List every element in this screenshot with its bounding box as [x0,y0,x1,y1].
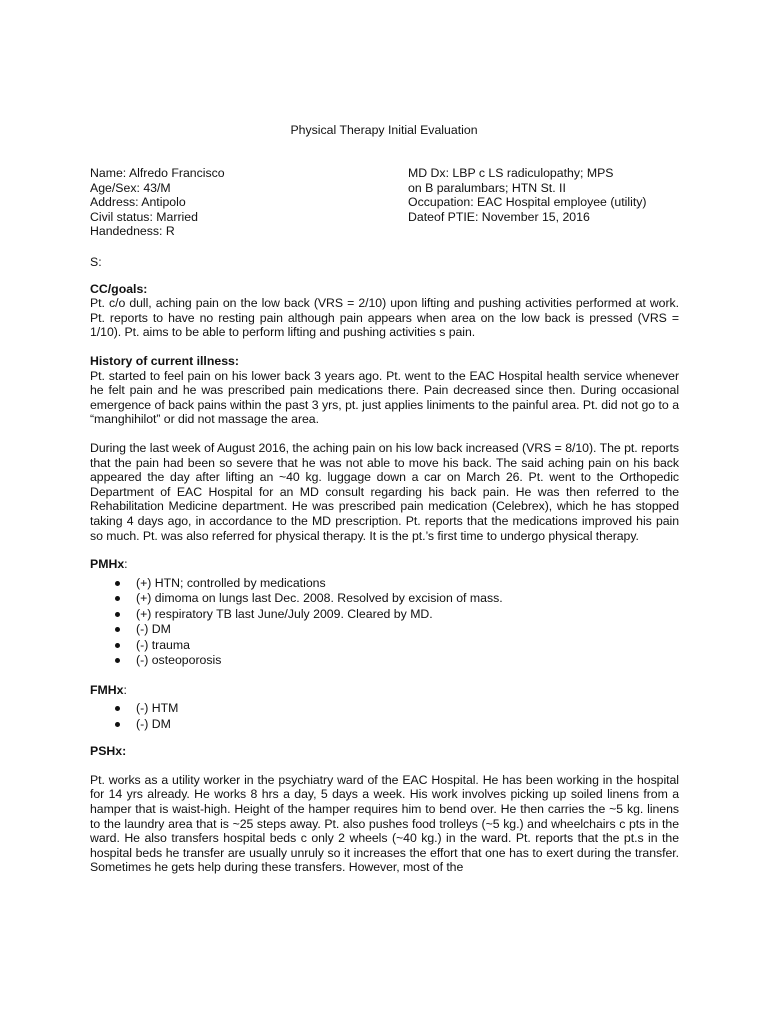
cc-goals-heading: CC/goals: [90,281,148,296]
patient-address: Address: Antipolo [90,195,186,210]
history-heading: History of current illness: [90,353,239,368]
bullet-icon [115,658,120,663]
cc-goals-text: Pt. c/o dull, aching pain on the low back (VRS = 2/10) upon lifting and pushing activities performed at work. Pt. reports to have no resting pain although pain appears when area on the low back is pressed (VRS = 1/10). Pt. aims to be able to perform lifting and pushing activities s pain. [90,296,679,340]
list-item [90,622,679,638]
bullet-icon [115,581,120,586]
list-item-text: (-) DM [136,622,171,637]
list-item [90,607,679,623]
pmhx-heading-colon: : [124,557,128,572]
ptie-date: Dateof PTIE: November 15, 2016 [408,209,590,224]
pshx-heading: PSHx: [90,744,127,759]
fmhx-list [90,701,679,732]
list-item-text: (-) DM [136,716,171,731]
list-item [90,717,679,733]
document-body [90,255,679,875]
list-item-text: (-) osteoporosis [136,653,222,668]
bullet-icon [115,706,120,711]
pmhx-heading [90,557,679,572]
fmhx-heading-colon: : [123,682,127,697]
list-item [90,701,679,717]
list-item [90,638,679,654]
list-item-text: (+) dimoma on lungs last Dec. 2008. Resolved by excision of mass. [136,591,503,606]
list-item [90,576,679,592]
md-diagnosis-line-2: on B paralumbars; HTN St. II [408,180,566,195]
patient-info-right [408,166,680,224]
patient-handedness: Handedness: R [90,224,175,239]
list-item-text: (-) trauma [136,637,190,652]
bullet-icon [115,612,120,617]
subjective-label: S: [90,255,102,269]
bullet-icon [115,596,120,601]
patient-civil-status: Civil status: Married [90,209,198,224]
patient-info-left [90,166,380,239]
history-paragraph-2: During the last week of August 2016, the aching pain on his low back increased (VRS = 8/10). The pt. reports that the pain had been so severe that he was not able to move his back. The said aching pain on his back appeared the day after lifting an ~40 kg. luggage down a car on March 26. Pt. went to the Orthopedic Department of EAC Hospital for an MD consult regarding his back pain. He was then referred to the Rehabilitation Medicine department. He was prescribed pain medication (Celebrex), which he has stopped taking 4 days ago, in accordance to the MD prescription. Pt. reports that the medications improved his pain so much. Pt. was also referred for physical therapy. It is the pt.’s first time to undergo physical therapy. [90,440,679,543]
history-paragraph-1: Pt. started to feel pain on his lower back 3 years ago. Pt. went to the EAC Hospital health service whenever he felt pain and he was prescribed pain medications there. Pain decreased since then. During occasional emergence of back pains within the past 3 yrs, pt. just applies liniments to the painful area. Pt. did not go to a “manghihilot” or did not massage the area. [90,368,679,427]
bullet-icon [115,627,120,632]
md-diagnosis-line-1: MD Dx: LBP c LS radiculopathy; MPS [408,166,614,180]
patient-name: Name: Alfredo Francisco [90,166,225,180]
bullet-icon [115,722,120,727]
list-item-text: (+) HTN; controlled by medications [136,575,326,590]
list-item-text: (-) HTM [136,701,179,716]
patient-occupation: Occupation: EAC Hospital employee (utility) [408,195,647,210]
pmhx-heading-text: PMHx [90,557,125,572]
list-item [90,591,679,607]
fmhx-heading [90,683,679,698]
pshx-text: Pt. works as a utility worker in the psychiatry ward of the EAC Hospital. He has been working in the hospital for 14 yrs already. He works 8 hrs a day, 5 days a week. His work involves picking up soiled linens from a hamper that is waist-high. Height of the hamper requires him to bend over. He then carries the ~5 kg. linens to the laundry area that is ~25 steps away. Pt. also pushes food trolleys (~5 kg.) and wheelchairs c pts in the ward. He also transfers hospital beds c only 2 wheels (~40 kg.) in the ward. Pt. reports that the pt.s in the hospital beds he transfer are usually unruly so it increases the effort that one has to exert during the transfer. Sometimes he gets help during these transfers. However, most of the [90,772,679,875]
bullet-icon [115,643,120,648]
list-item-text: (+) respiratory TB last June/July 2009. Cleared by MD. [136,606,433,621]
patient-age-sex: Age/Sex: 43/M [90,180,171,195]
pmhx-list [90,576,679,669]
fmhx-heading-text: FMHx [90,682,124,697]
document-title: Physical Therapy Initial Evaluation [290,123,478,137]
list-item [90,653,679,669]
